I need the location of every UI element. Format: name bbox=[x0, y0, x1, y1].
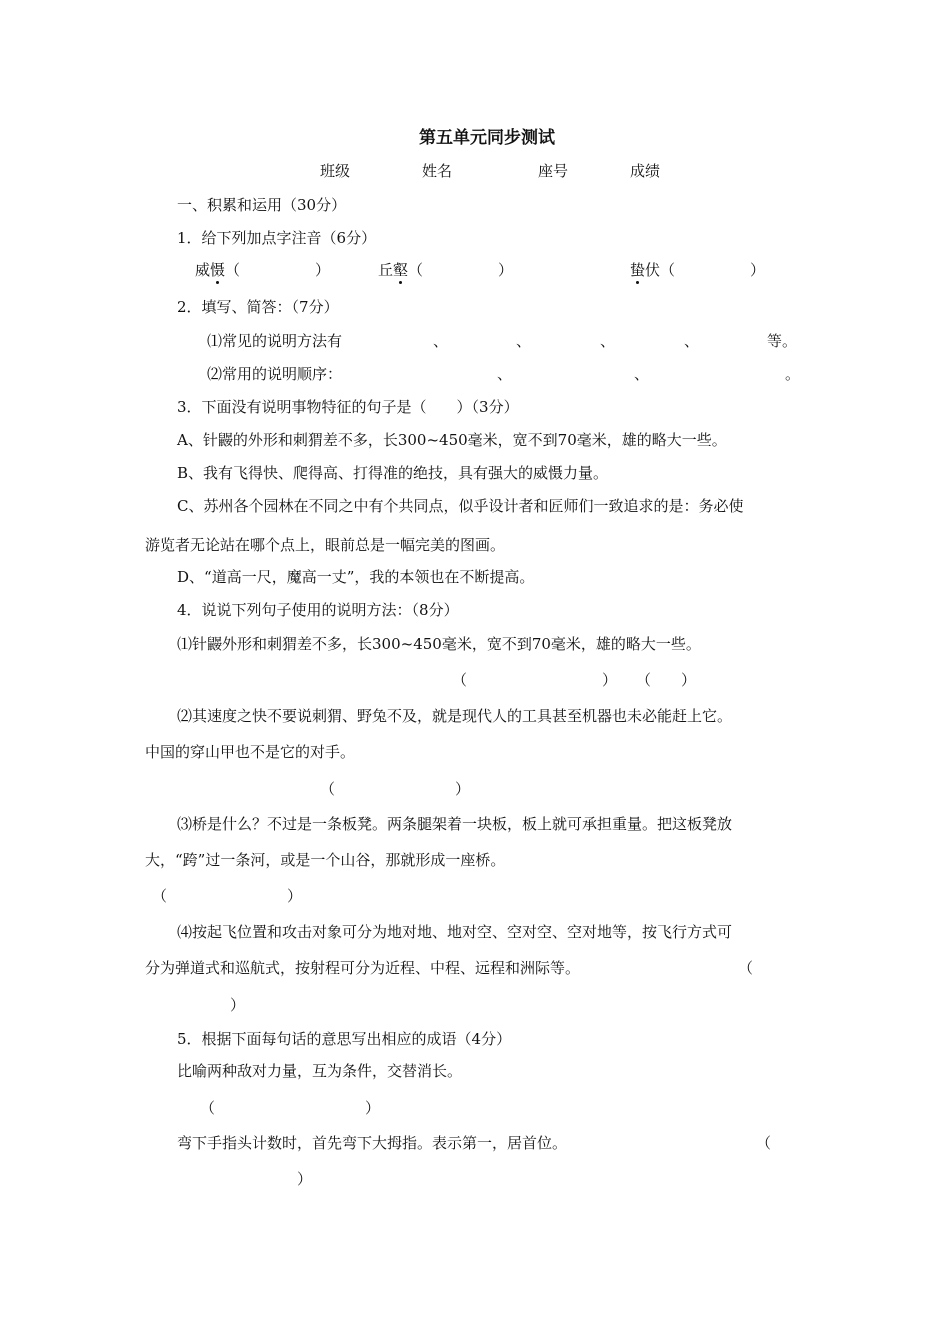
section-heading: 一、积累和运用（30分） bbox=[177, 196, 347, 214]
class-label: 班级 bbox=[320, 162, 351, 180]
option-b: B、我有飞得快、爬得高、打得准的绝技，具有强大的威慑力量。 bbox=[177, 464, 609, 482]
line-end: 。 bbox=[785, 365, 801, 383]
plain-char: 威 bbox=[195, 261, 211, 279]
question-1: 1．给下列加点字注音（6分） bbox=[177, 229, 377, 247]
option-d: D、“道高一尺，魔高一丈”，我的本领也在不断提高。 bbox=[177, 568, 535, 586]
phonetic-item-3 bbox=[630, 260, 765, 280]
separator: 、 bbox=[600, 332, 616, 350]
question-4: 4．说说下列句子使用的说明方法：（8分） bbox=[177, 601, 459, 619]
answer-blank[interactable]: （ ） bbox=[200, 1099, 381, 1117]
question-3: 3．下面没有说明事物特征的句子是（ ）（3分） bbox=[177, 398, 519, 416]
answer-blank[interactable]: （ ） bbox=[320, 780, 471, 798]
answer-blank-open[interactable]: （ bbox=[738, 959, 754, 977]
sentence-2-line-2: 中国的穿山甲也不是它的对手。 bbox=[145, 743, 356, 761]
sentence-4-line-2: 分为弹道式和巡航式，按射程可分为近程、中程、远程和洲际等。 bbox=[145, 959, 581, 977]
q2-line-1: ⑴常见的说明方法有 bbox=[207, 332, 343, 350]
separator: 、 bbox=[497, 365, 513, 383]
phonetic-item-1 bbox=[195, 260, 330, 280]
idiom-item-2: 弯下手指头计数时，首先弯下大拇指。表示第一，居首位。 bbox=[177, 1134, 568, 1152]
answer-blank-close[interactable]: ） bbox=[297, 1170, 313, 1188]
answer-blank[interactable]: （ ） bbox=[660, 261, 766, 279]
plain-char: 丘 bbox=[378, 261, 394, 279]
dotted-char: 壑 bbox=[393, 261, 409, 279]
answer-blank[interactable]: （ ） bbox=[636, 671, 697, 689]
question-2: 2．填写、简答：（7分） bbox=[177, 298, 339, 316]
question-5: 5．根据下面每句话的意思写出相应的成语（4分） bbox=[177, 1030, 512, 1048]
sentence-3-line-2: 大，“跨”过一条河，或是一个山谷，那就形成一座桥。 bbox=[145, 851, 506, 869]
line-end: 等。 bbox=[767, 332, 798, 350]
plain-char: 伏 bbox=[645, 261, 661, 279]
separator: 、 bbox=[684, 332, 700, 350]
dotted-char: 蛰 bbox=[630, 261, 646, 279]
option-c-line-2: 游览者无论站在哪个点上，眼前总是一幅完美的图画。 bbox=[145, 536, 506, 554]
sentence-4-line-1: ⑷按起飞位置和攻击对象可分为地对地、地对空、空对空、空对地等，按飞行方式可 bbox=[177, 923, 733, 941]
separator: 、 bbox=[516, 332, 532, 350]
option-c-line-1: C、苏州各个园林在不同之中有个共同点，似乎设计者和匠师们一致追求的是：务必使 bbox=[177, 497, 744, 515]
page-title: 第五单元同步测试 bbox=[419, 128, 555, 148]
dotted-char: 慑 bbox=[210, 261, 226, 279]
answer-blank[interactable]: （ ） bbox=[225, 261, 331, 279]
answer-blank[interactable]: （ ） bbox=[152, 887, 303, 905]
separator: 、 bbox=[433, 332, 449, 350]
answer-blank[interactable]: （ ） bbox=[452, 671, 618, 689]
idiom-item-1: 比喻两种敌对力量，互为条件，交替消长。 bbox=[177, 1062, 463, 1080]
answer-blank-open[interactable]: （ bbox=[756, 1134, 772, 1152]
answer-blank-close[interactable]: ） bbox=[230, 996, 246, 1014]
seat-label: 座号 bbox=[538, 162, 569, 180]
sentence-3-line-1: ⑶桥是什么？不过是一条板凳。两条腿架着一块板，板上就可承担重量。把这板凳放 bbox=[177, 815, 733, 833]
option-a: A、针鼹的外形和刺猬差不多，长300~450毫米，宽不到70毫米，雄的略大一些。 bbox=[177, 431, 727, 449]
sentence-2-line-1: ⑵其速度之快不要说刺猬、野兔不及，就是现代人的工具甚至机器也未必能赶上它。 bbox=[177, 707, 733, 725]
sentence-1: ⑴针鼹外形和刺猬差不多，长300~450毫米，宽不到70毫米，雄的略大一些。 bbox=[177, 635, 701, 653]
score-label: 成绩 bbox=[630, 162, 661, 180]
q2-line-2: ⑵常用的说明顺序： bbox=[207, 365, 343, 383]
name-label: 姓名 bbox=[422, 162, 453, 180]
phonetic-item-2 bbox=[378, 260, 513, 280]
separator: 、 bbox=[634, 365, 650, 383]
answer-blank[interactable]: （ ） bbox=[408, 261, 514, 279]
